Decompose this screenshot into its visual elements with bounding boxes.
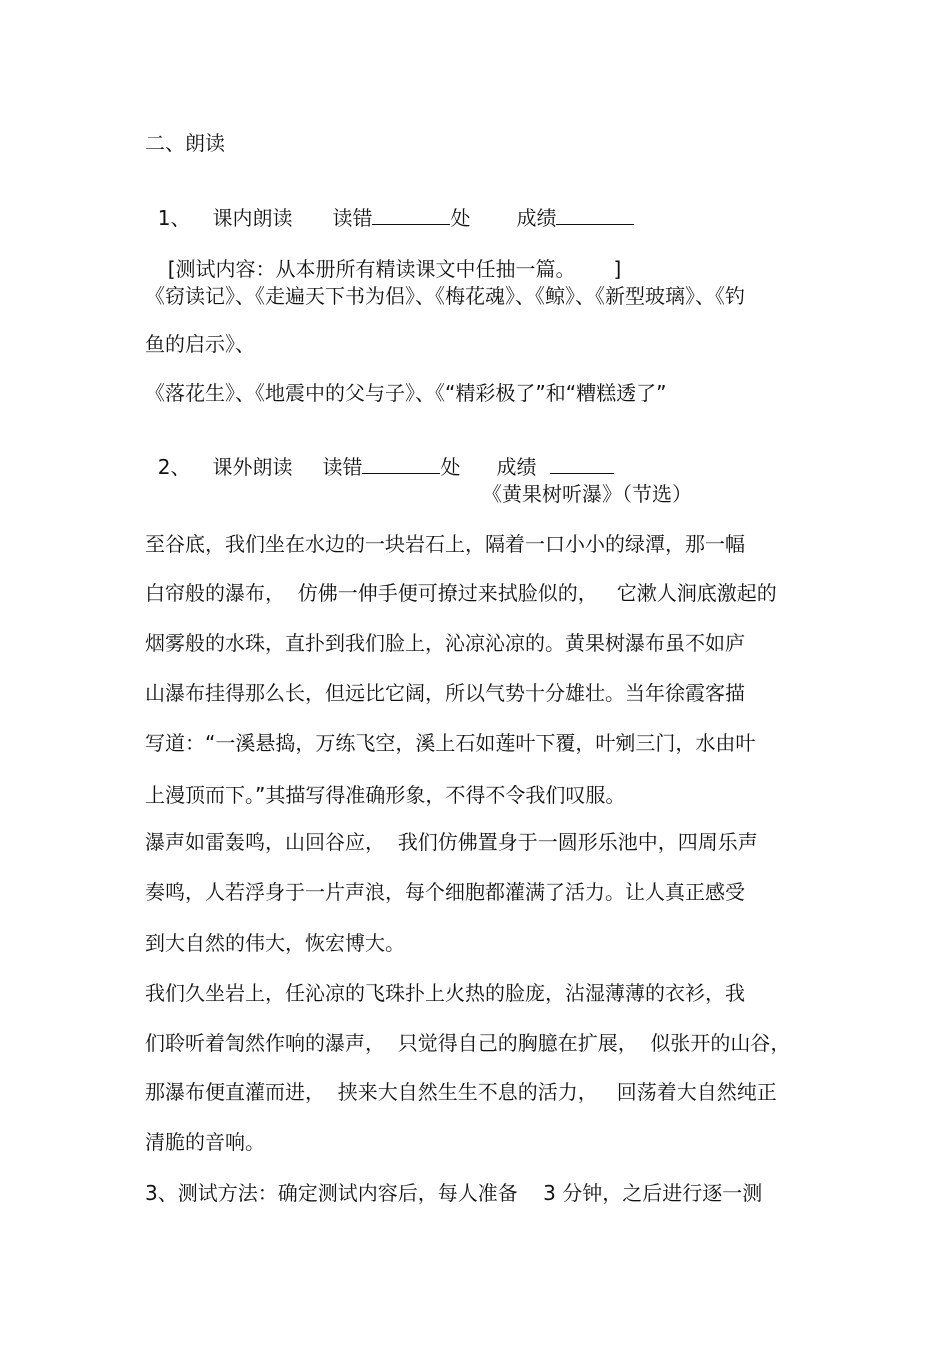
passage-line: 写道：“一溪悬捣，万练飞空，溪上石如莲叶下覆，叶剜三门，水由叶 <box>145 731 756 755</box>
passage-line: 上漫顶而下。”其描写得准确形象，不得不令我们叹服。 <box>145 783 626 807</box>
titles-line-3: 《落花生》、《地震中的父与子》、《“精彩极了”和“糟糕透了” <box>145 381 667 405</box>
passage-line: 那瀑布便直灌而进， 挟来大自然生生不息的活力， 回荡着大自然纯正 <box>145 1080 777 1104</box>
item3-test-method: 3、测试方法：确定测试内容后，每人准备 3 分钟，之后进行逐一测 <box>145 1181 763 1205</box>
test-content-bracket: ] <box>613 257 622 281</box>
passage-line: 至谷底，我们坐在水边的一块岩石上，隔着一口小小的绿潭，那一幅 <box>145 532 745 556</box>
item2-errors-label: 读错 <box>322 455 363 479</box>
passage-line: 山瀑布挂得那么长，但远比它阔，所以气势十分雄壮。当年徐霞客描 <box>145 681 745 705</box>
item1-score-label: 成绩 <box>516 206 557 230</box>
item1-score-blank[interactable] <box>556 206 634 225</box>
item1-label: 课内朗读 <box>212 206 293 230</box>
item2-label: 课外朗读 <box>212 455 293 479</box>
passage-line: 白帘般的瀑布， 仿佛一伸手便可撩过来拭脸似的， 它漱人涧底激起的 <box>145 581 777 605</box>
item1-errors-label: 读错 <box>332 206 373 230</box>
item2-score-label: 成绩 <box>496 455 537 479</box>
item1-errors-blank[interactable] <box>372 206 450 225</box>
item2-row <box>145 431 614 479</box>
titles-line-2: 鱼的启示》、 <box>145 332 255 356</box>
passage-line: 奏鸣，人若浮身于一片声浪，每个细胞都灌满了活力。让人真正感受 <box>145 880 745 904</box>
passage-line: 烟雾般的水珠，直扑到我们脸上，沁凉沁凉的。黄果树瀑布虽不如庐 <box>145 631 745 655</box>
item2-score-blank[interactable] <box>550 455 614 474</box>
passage-line: 到大自然的伟大，恢宏博大。 <box>145 931 405 955</box>
item2-errors-blank[interactable] <box>362 455 440 474</box>
passage-title: 《黄果树听瀑》（节选） <box>482 482 692 506</box>
test-content: [测试内容：从本册所有精读课文中任抽一篇。 <box>167 257 576 281</box>
titles-line-1: 《窃读记》、《走遍天下书为侣》、《梅花魂》、《鲸》、《新型玻璃》、《钓 <box>145 284 745 308</box>
item1-number: 1、 <box>157 206 191 230</box>
passage-line: 我们久坐岩上，任沁凉的飞珠扑上火热的脸庞，沾湿薄薄的衣衫，我 <box>145 981 745 1005</box>
item1-row <box>145 182 634 230</box>
item2-number: 2、 <box>157 455 191 479</box>
passage-line: 清脆的音响。 <box>145 1130 265 1154</box>
item1-errors-unit: 处 <box>450 206 471 230</box>
passage-line: 瀑声如雷轰鸣，山回谷应， 我们仿佛置身于一圆形乐池中，四周乐声 <box>145 830 758 854</box>
item2-errors-unit: 处 <box>440 455 461 479</box>
test-content-row <box>155 233 621 281</box>
passage-line: 们聆听着訇然作响的瀑声， 只觉得自己的胸臆在扩展， 似张开的山谷， <box>145 1031 791 1055</box>
section-heading: 二、朗读 <box>145 131 225 155</box>
